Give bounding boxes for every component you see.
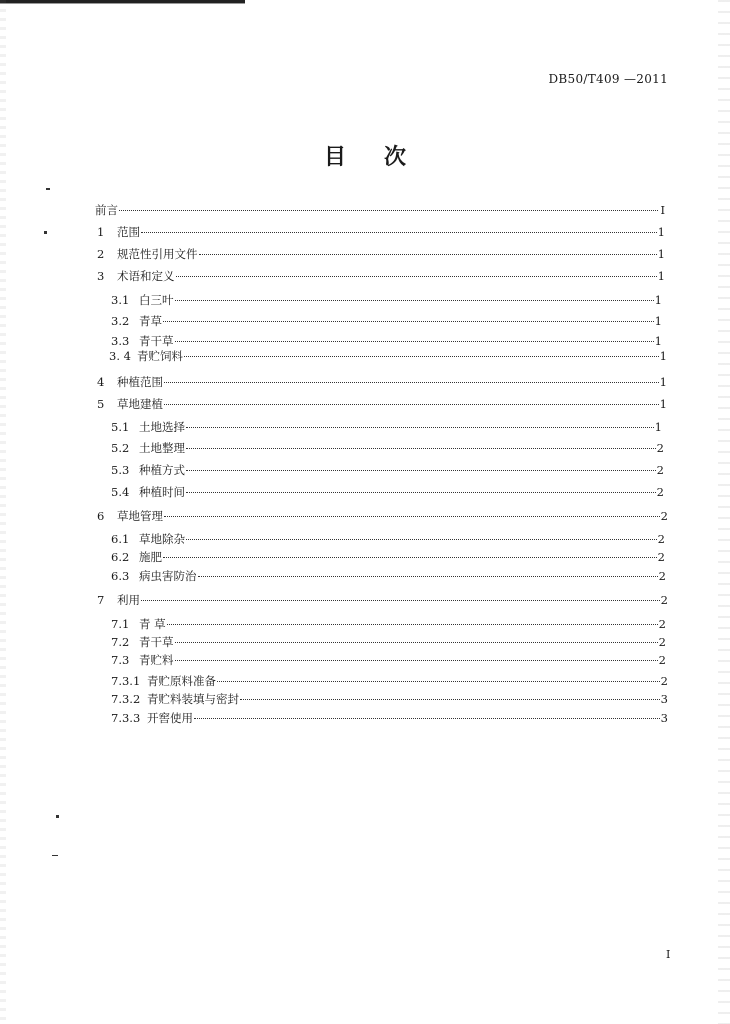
- toc-entry-page: 2: [657, 550, 665, 564]
- toc-entry-label: 草地建植: [117, 397, 163, 411]
- toc-leader-dots: [240, 698, 660, 700]
- toc-leader-dots: [141, 599, 660, 601]
- toc-entry: [111, 549, 665, 565]
- page-title: 目次: [323, 144, 444, 170]
- toc-entry-number: 6.2: [111, 550, 130, 564]
- toc-entry-number: 6: [97, 509, 105, 523]
- toc-entry-label: 开窖使用: [147, 711, 193, 725]
- toc-entry-label: 种植方式: [139, 463, 185, 477]
- toc-entry-number: 7.3.1: [111, 674, 141, 688]
- toc-entry-number: 7.3: [111, 653, 130, 667]
- toc-entry-number: 5.2: [111, 441, 130, 455]
- toc-leader-dots: [119, 209, 658, 211]
- toc-entry-number: 3. 4: [109, 349, 131, 363]
- toc-entry-page: 1: [657, 247, 665, 261]
- toc-entry-number: 5.3: [111, 463, 130, 477]
- toc-leader-dots: [175, 641, 658, 643]
- toc-entry: [111, 484, 664, 500]
- toc-entry-label: 种植时间: [139, 485, 185, 499]
- toc-entry: [109, 348, 667, 364]
- toc-entry-page: 2: [657, 532, 665, 546]
- toc-entry-number: 5: [97, 397, 105, 411]
- toc-leader-dots: [175, 299, 654, 301]
- toc-entry-page: 2: [658, 617, 666, 631]
- toc-entry-page: 2: [658, 569, 666, 583]
- toc-entry: [111, 616, 666, 632]
- toc-entry-page: 2: [658, 653, 666, 667]
- toc-leader-dots: [175, 340, 654, 342]
- toc-entry-number: 3.3: [111, 334, 130, 348]
- toc-leader-dots: [186, 469, 656, 471]
- toc-entry-page: 1: [654, 314, 662, 328]
- toc-entry-number: 7.2: [111, 635, 130, 649]
- toc-entry-page: 2: [656, 463, 664, 477]
- toc-leader-dots: [198, 575, 658, 577]
- toc-entry: [111, 634, 666, 650]
- toc-entry: [111, 710, 668, 726]
- toc-entry-page: 1: [659, 375, 667, 389]
- toc-entry-page: 1: [657, 225, 665, 239]
- toc-entry: [97, 246, 665, 262]
- toc-entry-number: 7: [97, 593, 105, 607]
- toc-entry-page: 1: [654, 420, 662, 434]
- toc-entry-page: 1: [659, 349, 667, 363]
- toc-entry: [97, 374, 667, 390]
- toc-entry: [97, 268, 665, 284]
- toc-entry-number: 4: [97, 375, 105, 389]
- toc-entry-page: 3: [660, 711, 668, 725]
- toc-entry-label: 草地除杂: [139, 532, 185, 546]
- toc-entry-number: 3.2: [111, 314, 130, 328]
- toc-entry: [111, 531, 665, 547]
- toc-entry-page: 2: [656, 485, 664, 499]
- toc-entry-number: 7.3.2: [111, 692, 141, 706]
- toc-entry-label: 青贮料装填与密封: [147, 692, 239, 706]
- toc-entry-number: 5.4: [111, 485, 130, 499]
- toc-entry-label: 前言: [95, 203, 118, 217]
- toc-leader-dots: [164, 403, 659, 405]
- toc-leader-dots: [164, 515, 660, 517]
- toc-entry-page: I: [660, 203, 665, 217]
- document-code: DB50/T409 —2011: [548, 72, 668, 86]
- toc-entry-number: 6.3: [111, 569, 130, 583]
- toc-entry-label: 病虫害防治: [139, 569, 197, 583]
- toc-entry-label: 青贮料: [139, 653, 174, 667]
- toc-entry-label: 规范性引用文件: [117, 247, 198, 261]
- toc-entry-page: 1: [657, 269, 665, 283]
- toc-entry-number: 7.3.3: [111, 711, 141, 725]
- toc-leader-dots: [164, 381, 659, 383]
- toc-entry-page: 2: [656, 441, 664, 455]
- toc-entry-page: 3: [660, 692, 668, 706]
- toc-leader-dots: [217, 680, 660, 682]
- toc-entry: [111, 568, 666, 584]
- toc-entry: [97, 224, 665, 240]
- toc-entry: [97, 396, 667, 412]
- toc-entry: [111, 333, 662, 349]
- toc-entry-label: 利用: [117, 593, 140, 607]
- toc-entry: [111, 292, 662, 308]
- toc-entry-label: 草地管理: [117, 509, 163, 523]
- toc-entry-label: 青干草: [139, 635, 174, 649]
- toc-leader-dots: [186, 426, 654, 428]
- toc-entry-page: 2: [660, 593, 668, 607]
- toc-leader-dots: [194, 717, 660, 719]
- toc-entry-number: 7.1: [111, 617, 130, 631]
- toc-entry-number: 3: [97, 269, 105, 283]
- toc-leader-dots: [186, 447, 656, 449]
- toc-entry-number: 3.1: [111, 293, 130, 307]
- toc-entry-page: 2: [658, 635, 666, 649]
- toc-leader-dots: [184, 355, 659, 357]
- toc-entry-label: 术语和定义: [117, 269, 175, 283]
- toc-entry: [111, 313, 662, 329]
- toc-entry-label: 范围: [117, 225, 140, 239]
- toc-entry-page: 1: [659, 397, 667, 411]
- toc-entry-number: 6.1: [111, 532, 130, 546]
- toc-entry-label: 青干草: [139, 334, 174, 348]
- toc-entry: [111, 652, 666, 668]
- toc-entry-label: 青贮原料准备: [147, 674, 216, 688]
- toc-entry: [111, 673, 668, 689]
- toc-leader-dots: [176, 275, 657, 277]
- toc-entry: [111, 691, 668, 707]
- page-number: I: [666, 948, 671, 961]
- toc-entry-label: 土地选择: [139, 420, 185, 434]
- toc-leader-dots: [167, 623, 658, 625]
- toc-leader-dots: [186, 538, 657, 540]
- toc-entry-number: 5.1: [111, 420, 130, 434]
- toc-entry-label: 青 草: [139, 617, 166, 631]
- toc-entry: [97, 508, 668, 524]
- toc-entry-number: 2: [97, 247, 105, 261]
- toc-leader-dots: [163, 320, 654, 322]
- toc-leader-dots: [175, 659, 658, 661]
- toc-entry-page: 1: [654, 293, 662, 307]
- toc-entry: [111, 440, 664, 456]
- toc-leader-dots: [141, 231, 657, 233]
- toc-entry-page: 2: [660, 674, 668, 688]
- toc-entry-page: 2: [660, 509, 668, 523]
- toc-leader-dots: [199, 253, 657, 255]
- toc-entry: [111, 419, 662, 435]
- toc-entry: [95, 202, 665, 218]
- toc-leader-dots: [186, 491, 656, 493]
- toc-entry-label: 施肥: [139, 550, 162, 564]
- toc-entry-page: 1: [654, 334, 662, 348]
- toc-entry-label: 白三叶: [139, 293, 174, 307]
- toc-entry-label: 青草: [139, 314, 162, 328]
- toc-entry-number: 1: [97, 225, 105, 239]
- toc-entry: [97, 592, 668, 608]
- toc-leader-dots: [163, 556, 657, 558]
- toc-entry-label: 种植范围: [117, 375, 163, 389]
- toc-entry-label: 土地整理: [139, 441, 185, 455]
- toc-entry: [111, 462, 664, 478]
- toc-entry-label: 青贮饲料: [137, 349, 183, 363]
